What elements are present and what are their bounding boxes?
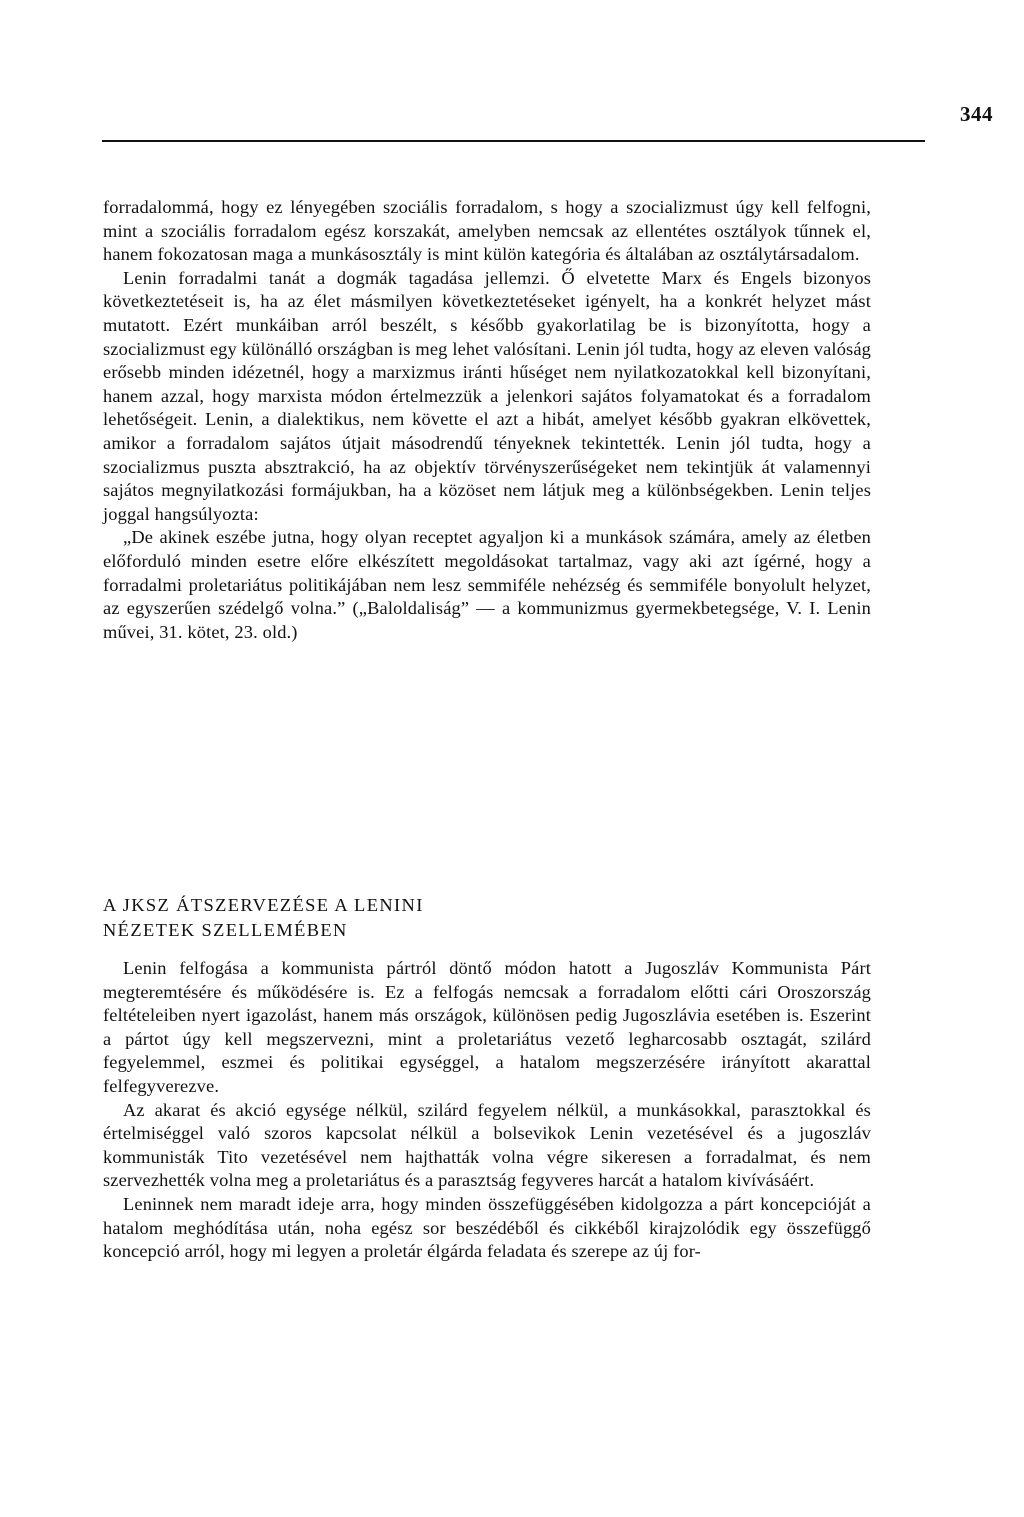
section-heading-line-1: A JKSZ ÁTSZERVEZÉSE A LENINI <box>103 895 424 915</box>
paragraph: Lenin felfogása a kommunista pártról döntő módon hatott a Jugoszláv Kommunista Párt megteremtésére és működésére is. Ez a felfogás nemcsak a forradalom előtti cári Oroszország feltételeiben nyert igazolást, hanem más országok, különösen pedig Jugoszlávia esetében is. Eszerint a pártot úgy kell megszervezni, mint a proletariátus vezető legharcosabb osztagát, szilárd fegyelemmel, eszmei és politikai egységgel, a hatalom megszerzésére irányított akarattal felfegyverezve. <box>103 958 871 1096</box>
section-heading <box>103 893 424 943</box>
paragraph: Az akarat és akció egysége nélkül, szilárd fegyelem nélkül, a munkásokkal, parasztokkal és értelmiséggel való szoros kapcsolat nélkül a bolsevikok Lenin vezetésével és a jugoszláv kommunisták Tito vezetésével nem hajthatták volna végre sikeresen a forradalmat, és nem szervezhették volna meg a proletariátus és a parasztság fegyveres harcát a hatalom kivívásáért. <box>103 1099 871 1191</box>
text-block-1 <box>103 196 871 644</box>
paragraph: forradalommá, hogy ez lényegében szociális forradalom, s hogy a szocializmust úgy kell felfogni, mint a szociális forradalom egész korszakát, amelyben nemcsak az ellentétes osztályok tűnnek el, hanem fokozatosan maga a munkásosztály is mint külön kategória és általában az osztálytársadalom. <box>103 197 871 265</box>
block-quote <box>103 526 871 644</box>
quote-text: „De akinek eszébe jutna, hogy olyan receptet agyaljon ki a munkások számára, amely az életben előforduló minden esetre előre elkészített megoldásokat tartalmaz, vagy aki azt ígérné, hogy a forradalmi proletariátus politikájában nem lesz semmiféle nehézség és semmiféle bonyolult helyzet, az egyszerűen szédelgő volna.” („Baloldaliság” — a kommunizmus gyermekbetegsége, V. I. Lenin művei, 31. kötet, 23. old.) <box>103 527 871 642</box>
paragraph: Leninnek nem maradt ideje arra, hogy minden összefüggésében kidolgozza a párt koncepcióját a hatalom meghódítása után, noha egész sor beszédéből és cikkéből kirajzolódik egy összefüggő koncepció arról, hogy mi legyen a proletár élgárda feladata és szerepe az új for- <box>103 1193 871 1262</box>
paragraph: Lenin forradalmi tanát a dogmák tagadása jellemzi. Ő elvetette Marx és Engels bizonyos következtetéseit is, ha az élet másmilyen következtetéseket igényelt, ha a konkrét helyzet mást mutatott. Ezért munkáiban arról beszélt, s később gyakorlatilag be is bizonyította, hogy a szocializmust egy különálló országban is meg lehet valósítani. Lenin jól tudta, hogy az eleven valóság erősebb minden idézetnél, hogy a marxizmus iránti hűséget nem nyilatkozatokkal kell bizonyítani, hanem azzal, hogy marxista módon értelmezzük a jelenkori sajátos folyamatokat és a forradalom lehetőségeit. Lenin, a dialektikus, nem követte el azt a hibát, amelyet később gyakran elkövettek, amikor a forradalom sajátos útjait másodrendű tényeknek tekintették. Lenin jól tudta, hogy a szocializmus puszta absztrakció, ha az objektív törvényszerűségeket nem tekintjük át valamennyi sajátos megnyilatkozási formájukban, ha a közöset nem látjuk meg a különbségekben. Lenin teljes joggal hangsúlyozta: <box>103 267 871 524</box>
text-block-2 <box>103 957 871 1264</box>
page-number: 344 <box>960 102 993 126</box>
header-rule <box>102 140 925 142</box>
section-heading-line-2: NÉZETEK SZELLEMÉBEN <box>103 920 348 940</box>
